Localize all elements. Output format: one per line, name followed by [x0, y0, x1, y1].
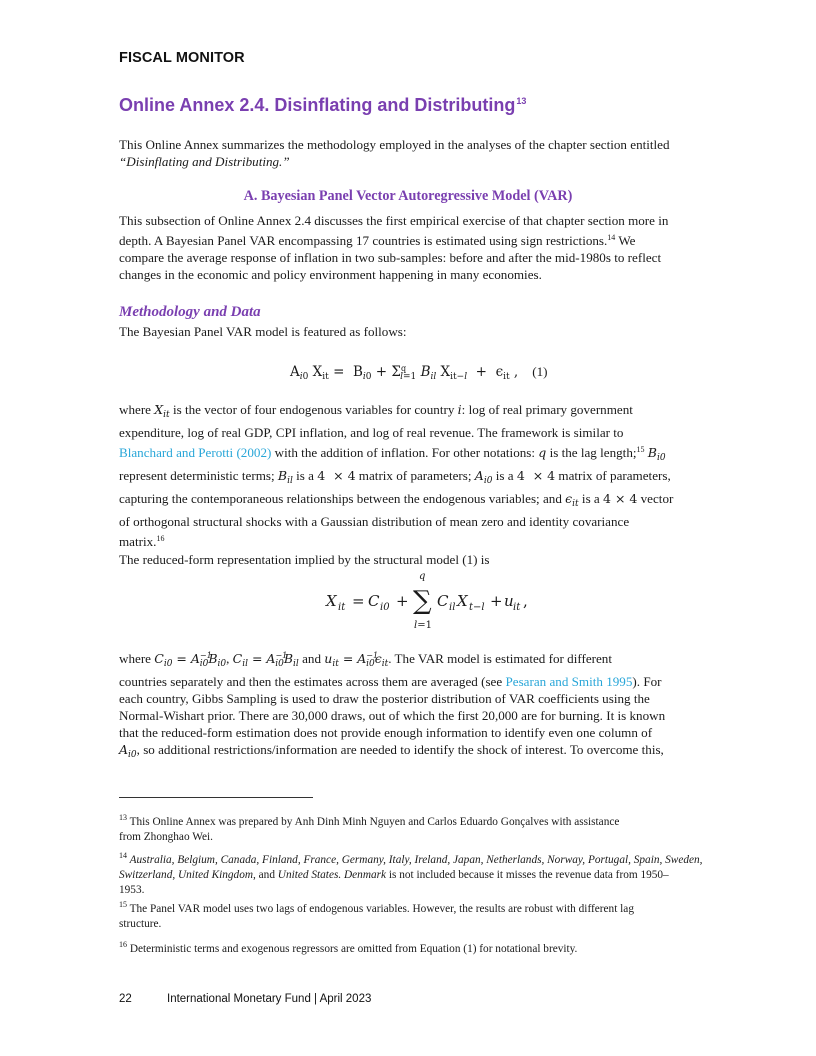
footnote-mark-16[interactable]: 16: [156, 534, 165, 543]
text-run: matrix.: [119, 534, 157, 549]
svg-text:C: C: [437, 592, 449, 610]
text-run: is a: [492, 468, 517, 483]
text-run: is the vector of four endogenous variables for country: [169, 402, 458, 417]
text-run: capturing the contemporaneous relationships between the endogenous variables; and: [119, 491, 566, 506]
text-line: $A_{i0}$, so additional restrictions/information are needed to identify the shock of interest. To overcome this,: [119, 742, 664, 760]
intro-paragraph: [119, 136, 721, 170]
text-line: [119, 868, 719, 883]
annex-title-text: Online Annex 2.4. Disinflating and Distributing: [119, 95, 516, 115]
footnote-13: [119, 810, 719, 845]
footnote-mark-14[interactable]: 14: [607, 233, 616, 242]
equation-number: (1): [532, 364, 548, 379]
text-run: matrix of parameters;: [355, 468, 475, 483]
text-line: [119, 530, 721, 550]
running-head: FISCAL MONITOR: [119, 50, 245, 66]
section-heading-a: A. Bayesian Panel Vector Autoregressive Model (VAR): [243, 188, 573, 204]
text-line: [119, 673, 721, 690]
text-line: structure.: [119, 918, 162, 930]
text-run: Switzerland, United Kingdom,: [119, 869, 256, 881]
text-line: from Zhonghao Wei.: [119, 831, 213, 843]
text-run: We: [615, 233, 636, 248]
text-run: vector: [637, 491, 674, 506]
text-run: is a: [578, 491, 604, 506]
footnote-number: 15: [119, 900, 127, 909]
text-line: [119, 937, 719, 957]
subsection-heading-methodology: Methodology and Data: [119, 304, 261, 320]
svg-text:+: +: [490, 592, 503, 610]
text-run: with the addition of inflation. For other notations:: [271, 445, 539, 460]
citation-link-pesaran-smith[interactable]: Pesaran and Smith 1995: [505, 674, 633, 689]
text-run: Deterministic terms and exogenous regressors are omitted from Equation (1) for notational brevity.: [127, 943, 578, 955]
text-line: where $X_{it}$ is the vector of four endogenous variables for country i: log of real primary government: [119, 402, 633, 420]
page-number: 22: [119, 993, 132, 1005]
estimation-paragraph: [119, 647, 721, 764]
text-line: 1953.: [119, 884, 145, 896]
svg-text:,: ,: [523, 592, 528, 610]
footnote-14: [119, 848, 719, 898]
variables-paragraph: [119, 401, 721, 550]
footnote-mark-13[interactable]: 13: [516, 96, 527, 106]
footnote-number: 16: [119, 940, 127, 949]
svg-text:it: it: [338, 602, 346, 613]
svg-text:t−l: t−l: [469, 602, 485, 613]
svg-text:it: it: [513, 602, 521, 613]
svg-text:∑: ∑: [413, 586, 432, 616]
text-line: [119, 897, 719, 917]
text-line: of orthogonal structural shocks with a Gaussian distribution of mean zero and identity covariance: [119, 514, 630, 529]
text-line: [119, 848, 719, 868]
section-a-paragraph: [119, 212, 721, 283]
svg-text:q: q: [419, 571, 426, 582]
text-run: where: [119, 651, 155, 666]
text-line: that the reduced-form estimation does not provide enough information to identify even one column of: [119, 725, 653, 740]
text-run: United States. Denmark: [277, 869, 387, 881]
svg-text:X: X: [457, 592, 468, 610]
footnote-divider: [119, 797, 313, 798]
svg-text:+: +: [396, 592, 409, 610]
text-line: This subsection of Online Annex 2.4 discusses the first empirical exercise of that chapter section more in: [119, 213, 669, 228]
text-line: compare the average response of inflation in two sub-samples: before and after the mid-1980s to reflect: [119, 250, 662, 265]
methodology-intro: [119, 323, 721, 340]
text-run: depth. A Bayesian Panel VAR encompassing 17 countries is estimated using sign restrictions.: [119, 233, 608, 248]
annex-title: [119, 95, 526, 116]
footnote-number: 14: [119, 851, 127, 860]
text-run: and: [302, 651, 325, 666]
text-line: Blanchard and Perotti (2002) with the addition of inflation. For other notations: q is the lag length;$^{15}$ $B_{i0}$: [119, 445, 666, 463]
text-line: [119, 810, 719, 830]
text-run: is the lag length;: [546, 445, 637, 460]
svg-text:i0: i0: [380, 602, 390, 613]
text-run: matrix of parameters,: [555, 468, 671, 483]
text-run: countries separately and then the estimates across them are averaged (see: [119, 674, 506, 689]
publication-line: International Monetary Fund | April 2023: [167, 993, 372, 1005]
footnote-number: 13: [119, 813, 127, 822]
text-line: represent deterministic terms; $B_{il}$ is a 4 × 4 matrix of parameters; $A_{i0}$ is a 4 × 4 matrix of parameters,: [119, 468, 671, 486]
equation-1: $A_{i0}$ $X_{it} = B_{i0} + \Sigma^q_{l=1}$ $B_{il}$ $X_{it-l} + \epsilon_{it}$ , (1): [290, 364, 548, 382]
text-run: is not included because it misses the revenue data from 1950–: [386, 869, 669, 881]
text-run: and: [255, 869, 278, 881]
intro-line: This Online Annex summarizes the methodology employed in the analyses of the chapter section entitled: [119, 137, 670, 152]
text-run: is a: [292, 468, 318, 483]
svg-text:il: il: [449, 602, 456, 613]
text-run: . The VAR model is estimated for different: [388, 651, 612, 666]
text-line: Normal-Wishart prior. There are 30,000 draws, out of which the first 20,000 are for burning. It is known: [119, 708, 666, 723]
text-run: The Panel VAR model uses two lags of endogenous variables. However, the results are robust with different lag: [127, 903, 634, 915]
text-line: where $C_{i0} = A^{-1}_{i0}B_{i0}$, $C_{il} = A^{-1}_{i0}B_{il}$ and $u_{it} = A^{-1}_{i0}\epsilon_{it}$. The VAR model is estimated for different: [119, 651, 612, 669]
text-run: ). For: [632, 674, 662, 689]
text-run: Australia, Belgium, Canada, Finland, France, Germany, Italy, Ireland, Japan, Netherlands, Norway, Portugal, Spain, Sweden,: [127, 854, 703, 866]
footnote-mark-15[interactable]: 15: [636, 445, 645, 454]
svg-text:X: X: [326, 592, 337, 610]
text-line: capturing the contemporaneous relationships between the endogenous variables; and $\epsilon_{it}$ is a 4 × 4 vector: [119, 491, 674, 509]
footnote-16: [119, 937, 719, 957]
text-line: The reduced-form representation implied by the structural model (1) is: [119, 552, 490, 567]
text-line: changes in the economic and policy environment happening in many economies.: [119, 267, 542, 282]
text-line: expenditure, log of real GDP, CPI inflation, and log of real revenue. The framework is similar to: [119, 425, 624, 440]
equation-reduced-form: [320, 560, 540, 630]
page-footer: [119, 993, 371, 1005]
text-run: This Online Annex was prepared by Anh Dinh Minh Nguyen and Carlos Eduardo Gonçalves with assistance: [127, 816, 620, 828]
text-line: The Bayesian Panel VAR model is featured as follows:: [119, 324, 407, 339]
text-run: , so additional restrictions/information are needed to identify the shock of interest. To overcome this,: [136, 742, 664, 757]
text-run: : log of real primary government: [461, 402, 633, 417]
svg-text:l=1: l=1: [414, 620, 432, 630]
svg-text:u: u: [504, 592, 514, 610]
svg-text:C: C: [368, 592, 380, 610]
text-run: where: [119, 402, 155, 417]
footnote-15: [119, 897, 719, 932]
text-line: [119, 229, 721, 249]
text-line: each country, Gibbs Sampling is used to draw the posterior distribution of VAR coefficients using the: [119, 691, 650, 706]
intro-line-italic: “Disinflating and Distributing.”: [119, 154, 290, 169]
citation-link-blanchard-perotti[interactable]: Blanchard and Perotti (2002): [119, 445, 272, 460]
text-run: represent deterministic terms;: [119, 468, 278, 483]
svg-text:=: =: [352, 592, 365, 610]
